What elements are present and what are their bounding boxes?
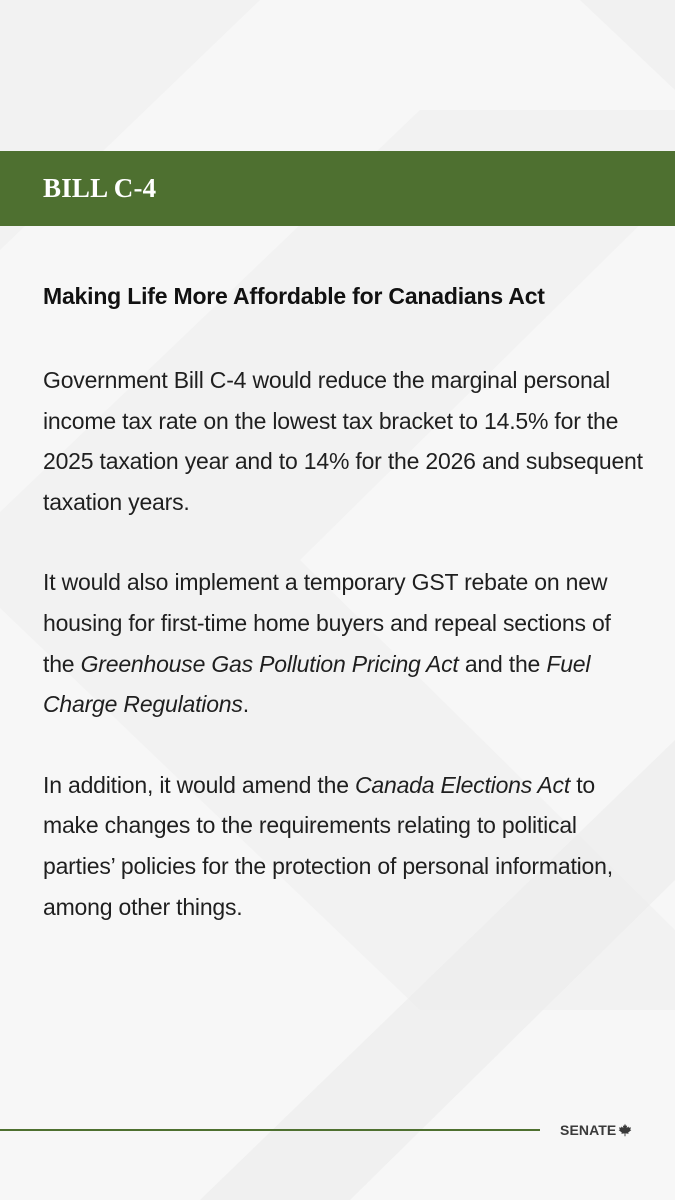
italic-text: Greenhouse Gas Pollution Pricing Act	[80, 650, 459, 677]
body-text	[43, 360, 643, 927]
paragraph-text: Government Bill C-4 would reduce the marginal personal income tax rate on the lowest tax bracket to 14.5% for the 2025 taxation year and to 14% for the 2026 and subsequent taxation years.	[43, 367, 643, 515]
body-paragraph	[43, 360, 643, 522]
paragraph-text: .	[242, 691, 249, 718]
footer-rule	[0, 1129, 540, 1131]
content	[43, 279, 643, 967]
act-title: Making Life More Affordable for Canadians Act	[43, 283, 545, 309]
maple-leaf-icon	[618, 1123, 632, 1137]
title-banner	[0, 151, 675, 226]
paragraph-text: In addition, it would amend the	[43, 771, 355, 798]
paragraph-text: It would also implement a temporary GST rebate on new housing for first-time home buyers and repeal sections of the	[43, 569, 611, 677]
bill-title: BILL C-4	[43, 173, 157, 203]
body-paragraph	[43, 562, 643, 724]
senate-wordmark: SENATE	[560, 1122, 617, 1138]
italic-text: Fuel Charge Regulations	[43, 650, 591, 718]
senate-logo	[560, 1119, 632, 1141]
paragraph-text: and the	[458, 650, 547, 677]
paragraph-text: to make changes to the requirements relating to political parties’ policies for the protection of personal information, among other things.	[43, 771, 613, 920]
italic-text: Canada Elections Act	[354, 771, 571, 798]
body-paragraph	[43, 765, 643, 927]
